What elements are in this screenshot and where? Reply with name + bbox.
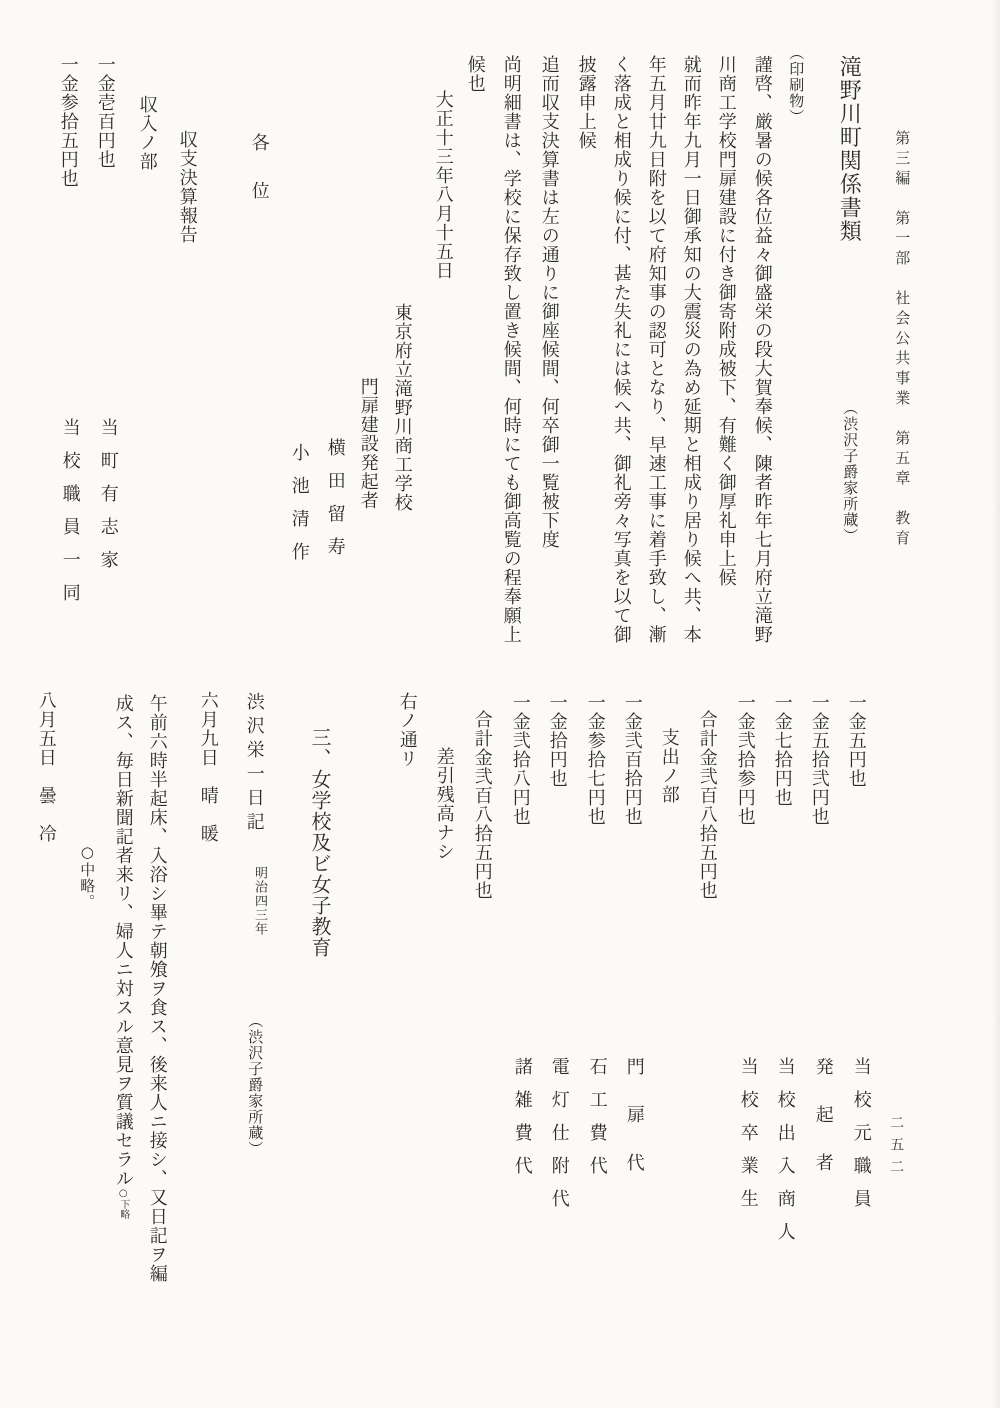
diary-entry-date: 六月九日 晴 暖 xyxy=(197,691,219,843)
letter-salutation: 各位 xyxy=(248,133,270,229)
running-head: 第三編 第一部 社会公共事業 第五章 教育 xyxy=(893,130,912,550)
scan-edge-shadow xyxy=(992,0,1000,1408)
income-amount: 一金五円也 xyxy=(845,693,867,788)
expense-amount: 一金弐拾八円也 xyxy=(509,693,531,826)
letter-school: 東京府立滝野川商工学校 xyxy=(391,303,413,512)
report-title: 収支決算報告 xyxy=(176,130,198,244)
abbreviation-note: ○下略 xyxy=(117,1188,129,1219)
letter-line: 年五月廿九日附を以て府知事の認可となり、早速工事に着手致し、漸 xyxy=(645,55,667,644)
letter-line: 就而昨年九月一日御承知の大震災の為め延期と相成り居り候へ共、本 xyxy=(680,55,702,644)
doc-title: 滝野川町関係書類 xyxy=(836,55,862,243)
income-total: 合計金弐百八拾五円也 xyxy=(696,710,718,900)
income-source: 当校卒業生 xyxy=(737,1057,759,1222)
income-source: 当町有志家 xyxy=(97,418,119,583)
closing-line: 右ノ通リ xyxy=(396,692,418,768)
income-source: 当校出入商人 xyxy=(774,1057,796,1255)
letter-signer: 小池清作 xyxy=(288,443,310,575)
diary-source-note: （渋沢子爵家所蔵） xyxy=(246,1013,265,1157)
letter-line: 尚明細書は、学校に保存致し置き候間、何時にても御高覧の程奉願上 xyxy=(500,55,522,644)
letter-line: 披露申上候 xyxy=(575,55,597,150)
income-amount: 一金参拾五円也 xyxy=(57,55,79,188)
diary-entry-text: 成ス、毎日新聞記者来リ、婦人ニ対スル意見ヲ質議セラル xyxy=(112,694,134,1188)
print-format-note: （印刷物） xyxy=(787,45,806,125)
income-section-label: 収入ノ部 xyxy=(136,95,158,171)
income-source: 発起者 xyxy=(812,1057,834,1201)
page-number: 二五二 xyxy=(888,1115,905,1181)
letter-line: 追而収支決算書は左の通りに御座候間、何卒御一覧被下度 xyxy=(538,55,560,549)
expense-item: 石工費代 xyxy=(586,1057,608,1189)
expense-amount: 一金弐百拾円也 xyxy=(621,693,643,826)
letter-line: 謹啓、厳暑の候各位益々御盛栄の段大賀奉候、陳者昨年七月府立滝野 xyxy=(751,55,773,644)
letter-line: く落成と相成り候に付、甚た失礼には候へ共、御礼旁々写真を以て御 xyxy=(610,55,632,644)
expense-section-label: 支出ノ部 xyxy=(658,728,680,804)
diary-year: 明治四三年 xyxy=(251,866,267,936)
letter-line: 川商工学校門扉建設に付き御寄附成被下、有難く御厚礼申上候 xyxy=(715,55,737,587)
balance-line: 差引残高ナシ xyxy=(433,747,455,861)
letter-promoter-role: 門扉建設発起者 xyxy=(357,377,379,510)
section-heading: 三、女学校及ビ女子教育 xyxy=(308,727,332,958)
expense-amount: 一金拾円也 xyxy=(546,693,568,788)
expense-amount: 一金参拾七円也 xyxy=(584,693,606,826)
income-amount: 一金壱百円也 xyxy=(94,55,116,169)
omission-note: ○中略。 xyxy=(78,843,97,910)
income-source: 当校職員一同 xyxy=(59,418,81,616)
expense-total: 合計金弐百八拾五円也 xyxy=(471,710,493,900)
expense-item: 諸雑費代 xyxy=(511,1057,533,1189)
income-source: 当校元職員 xyxy=(850,1057,872,1222)
diary-entry-line xyxy=(112,694,133,1219)
doc-source-note: （渋沢子爵家所蔵） xyxy=(841,400,860,544)
letter-signer: 横田留寿 xyxy=(324,438,346,570)
diary-entry-date: 八月五日 曇 冷 xyxy=(35,691,57,843)
diary-title: 渋沢栄一日記 xyxy=(243,692,265,836)
expense-item: 電灯仕附代 xyxy=(548,1057,570,1222)
letter-date: 大正十三年八月十五日 xyxy=(432,90,454,280)
income-amount: 一金七拾円也 xyxy=(771,693,793,807)
income-amount: 一金五拾弐円也 xyxy=(808,693,830,826)
income-amount: 一金弐拾参円也 xyxy=(734,693,756,826)
letter-line: 候也 xyxy=(464,55,486,93)
diary-entry-line: 午前六時半起床、入浴シ畢テ朝飧ヲ食ス、後来人ニ接シ、又日記ヲ編 xyxy=(146,694,168,1283)
expense-item: 門扉代 xyxy=(623,1057,645,1201)
